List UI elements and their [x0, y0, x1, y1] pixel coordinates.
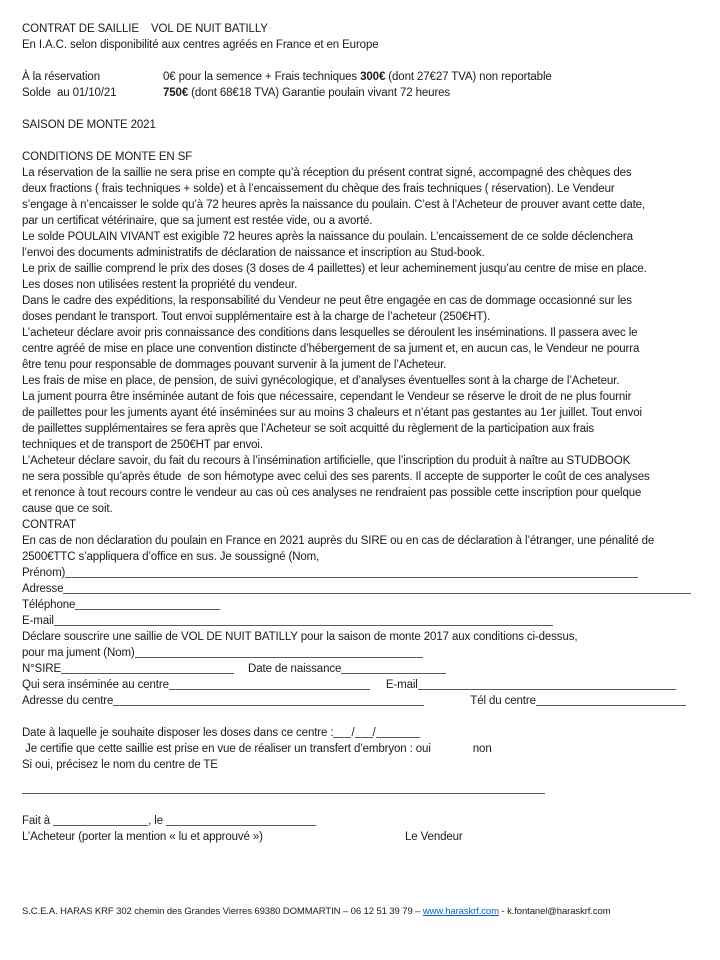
text-segment: 0€ pour la semence + Frais techniques: [163, 71, 361, 83]
blank-field[interactable]: [22, 783, 545, 794]
solde-line: [22, 85, 704, 101]
blank-field[interactable]: [75, 599, 220, 610]
text-segment: ne sera possible qu’après étude de son hémotype avec celui des ses parents. Il accepte de supporter le coût de ces analyses: [22, 471, 650, 483]
text-segment: Fait à: [22, 815, 54, 827]
text-segment: de paillettes supplémentaires se fera après que l’Acheteur se soit acquitté du règlement de la participation aux frais: [22, 423, 595, 435]
text-segment: , le: [148, 815, 167, 827]
doc-line: [22, 501, 704, 517]
doc-title: [22, 21, 704, 37]
doc-line: [22, 549, 704, 565]
doc-line: [22, 421, 704, 437]
field-centre-adresse-tel: [22, 693, 704, 709]
text-segment: L’Acheteur (porter la mention « lu et approuvé »): [22, 831, 263, 843]
text-segment: être tenu pour responsable de dommages pouvant survenir à la jument de l’Acheteur.: [22, 359, 447, 371]
blank-field[interactable]: [113, 695, 424, 706]
doc-line: [22, 469, 704, 485]
signature-date-line: [22, 813, 704, 829]
season-heading: [22, 117, 704, 133]
text-segment: CONDITIONS DE MONTE EN SF: [22, 151, 193, 163]
text-segment: deux fractions ( frais techniques + solde) et à l’encaissement du chèque des frais techniques ( réservation). Le Vendeur: [22, 183, 615, 195]
text-segment: (dont 27€27 TVA) non reportable: [385, 71, 552, 83]
text-segment: Prénom): [22, 567, 66, 579]
doc-line: [22, 277, 704, 293]
text-segment: Téléphone: [22, 599, 76, 611]
text-segment: Tél du centre: [470, 695, 536, 707]
doc-line: [22, 245, 704, 261]
amount-bold: 750€: [163, 87, 189, 99]
text-segment: La jument pourra être inséminée autant de fois que nécessaire, cependant le Vendeur se réserve le droit de ne plus fournir: [22, 391, 632, 403]
text-segment: CONTRAT: [22, 519, 76, 531]
text-segment: CONTRAT DE SAILLIE: [22, 23, 139, 35]
website-link[interactable]: www.haraskrf.com: [422, 906, 499, 917]
transfert-embryon-line: [22, 741, 704, 757]
field-email: [22, 613, 704, 629]
text-segment: E-mail: [22, 615, 54, 627]
field-adresse: [22, 581, 704, 597]
blank-line: [22, 55, 25, 67]
doc-line: [22, 757, 704, 773]
field-centre-email: [22, 677, 704, 693]
doc-line: [22, 293, 704, 309]
text-segment: S.C.E.A. HARAS KRF 302 chemin des Grandes Vierres 69380 DOMMARTIN – 06 12 51 39 79 –: [22, 906, 423, 917]
blank-field[interactable]: [61, 663, 234, 674]
conditions-heading: [22, 149, 704, 165]
text-segment: Les doses non utilisées restent la propriété du vendeur.: [22, 279, 298, 291]
text-segment: E-mail: [385, 679, 418, 691]
text-segment: pour ma jument (Nom): [22, 647, 135, 659]
blank-field[interactable]: [63, 583, 691, 594]
doc-line: [22, 325, 704, 341]
text-segment: Qui sera inséminée au centre: [22, 679, 169, 691]
text-segment: N°SIRE: [22, 663, 62, 675]
field-prenom: [22, 565, 704, 581]
text-segment: En cas de non déclaration du poulain en France en 2021 auprès du SIRE ou en cas de déclaration à l’étranger, une pénalité de: [22, 535, 655, 547]
text-segment: centre agréé de mise en place une convention distincte d’hébergement de sa jument et, en aucun cas, le Vendeur ne pourra: [22, 343, 640, 355]
field-sire-naissance: [22, 661, 704, 677]
text-segment: L’Acheteur déclare savoir, du fait du recours à l’insémination artificielle, que l’inscription du produit à naître au STUDBOOK: [22, 455, 631, 467]
text-segment: - k.fontanel@haraskrf.com: [498, 906, 611, 917]
blank-field[interactable]: [166, 815, 316, 826]
text-segment: Solde au 01/10/21: [22, 87, 117, 99]
text-segment: Le prix de saillie comprend le prix des doses (3 doses de 4 paillettes) et leur acheminement jusqu’au centre de mise en place.: [22, 263, 647, 275]
blank-line: [22, 799, 25, 811]
text-segment: Le Vendeur: [405, 831, 463, 843]
text-segment: Adresse du centre: [22, 695, 114, 707]
blank-field[interactable]: [418, 679, 676, 690]
signature-parties-line: [22, 829, 704, 845]
doc-line: [22, 261, 704, 277]
contract-body: [22, 21, 704, 845]
blank-field[interactable]: [54, 615, 553, 626]
doc-line: [22, 101, 704, 117]
doc-line: [22, 133, 704, 149]
text-segment: VOL DE NUIT BATILLY: [151, 23, 268, 35]
field-centre-te: [22, 781, 704, 797]
doc-line: [22, 437, 704, 453]
blank-field[interactable]: [355, 727, 373, 738]
text-segment: En I.A.C. selon disponibilité aux centres agréés en France et en Europe: [22, 39, 379, 51]
text-segment: /: [372, 727, 376, 739]
text-segment: Date de naissance: [248, 663, 342, 675]
blank-field[interactable]: [135, 647, 423, 658]
blank-field[interactable]: [65, 567, 638, 578]
doc-line: [22, 213, 704, 229]
text-segment: l’envoi des documents administratifs de déclaration de naissance et inscription au Stud-book.: [22, 247, 485, 259]
field-telephone: [22, 597, 704, 613]
doc-line: [22, 341, 704, 357]
blank-field[interactable]: [333, 727, 351, 738]
text-segment: Déclare souscrire une saillie de VOL DE NUIT BATILLY pour la saison de monte 2017 aux conditions ci-dessus,: [22, 631, 578, 643]
reservation-line: [22, 69, 704, 85]
doc-line: [22, 533, 704, 549]
field-date-doses: [22, 725, 704, 741]
doc-line: [22, 629, 704, 645]
doc-line: [22, 53, 704, 69]
blank-line: [22, 135, 25, 147]
text-segment: s’engage à n’encaisser le solde qu’à 72 heures après la naissance du poulain. C’est à l’Acheteur de prouver avant cette date,: [22, 199, 646, 211]
text-segment: SAISON DE MONTE 2021: [22, 119, 156, 131]
text-segment: non: [472, 743, 492, 755]
doc-subtitle: [22, 37, 704, 53]
text-segment: Adresse: [22, 583, 64, 595]
doc-line: [22, 485, 704, 501]
field-jument-nom: [22, 645, 704, 661]
page-footer: [22, 906, 611, 917]
doc-line: [22, 229, 704, 245]
blank-field[interactable]: [53, 815, 148, 826]
doc-line: [22, 389, 704, 405]
doc-line: [22, 197, 704, 213]
blank-field[interactable]: [169, 679, 370, 690]
text-segment: Si oui, précisez le nom du centre de TE: [22, 759, 218, 771]
doc-line: [22, 165, 704, 181]
text-segment: Date à laquelle je souhaite disposer les doses dans ce centre :: [22, 727, 334, 739]
text-segment: La réservation de la saillie ne sera prise en compte qu’à réception du présent contrat signé, accompagné des chèques des: [22, 167, 632, 179]
blank-line: [22, 711, 25, 723]
text-segment: et renonce à tout recours contre le vendeur au cas où ces analyses ne rendraient pas possible cette inscription pour quelque: [22, 487, 642, 499]
text-segment: par un certificat vétérinaire, que sa jument est restée vide, ou a avorté.: [22, 215, 373, 227]
text-segment: techniques et de transport de 250€HT par envoi.: [22, 439, 263, 451]
amount-bold: 300€: [360, 71, 386, 83]
doc-line: [22, 709, 704, 725]
text-segment: Les frais de mise en place, de pension, de suivi gynécologique, et d’analyses éventuelles sont à la charge de l’Acheteur.: [22, 375, 620, 387]
text-segment: 2500€TTC s’appliquera d’office en sus. Je soussigné (Nom,: [22, 551, 320, 563]
blank-line: [22, 103, 25, 115]
text-segment: Dans le cadre des expéditions, la responsabilité du Vendeur ne peut être engagée en cas de dommage occasionné sur les: [22, 295, 632, 307]
doc-line: [22, 309, 704, 325]
doc-line: [22, 357, 704, 373]
text-segment: /: [351, 727, 355, 739]
text-segment: Le solde POULAIN VIVANT est exigible 72 heures après la naissance du poulain. L’encaissement de ce solde déclenchera: [22, 231, 633, 243]
doc-line: [22, 405, 704, 421]
text-segment: Je certifie que cette saillie est prise en vue de réaliser un transfert d’embryon : oui: [22, 743, 431, 755]
text-segment: (dont 68€18 TVA) Garantie poulain vivant 72 heures: [188, 87, 451, 99]
text-segment: doses pendant le transport. Tout envoi supplémentaire est à la charge de l’acheteur (250€HT).: [22, 311, 491, 323]
text-segment: cause que ce soit.: [22, 503, 113, 515]
blank-field[interactable]: [376, 727, 420, 738]
doc-line: [22, 453, 704, 469]
text-segment: de paillettes pour les juments ayant été inséminées sur au moins 3 chaleurs et n’étant pas gestantes au 1er juillet. Tout envoi: [22, 407, 642, 419]
doc-line: [22, 181, 704, 197]
contract-heading: [22, 517, 704, 533]
blank-field[interactable]: [536, 695, 686, 706]
doc-line: [22, 797, 704, 813]
text-segment: L’acheteur déclare avoir pris connaissance des conditions dans lesquelles se déroulent les inséminations. Il passera avec le: [22, 327, 638, 339]
text-segment: À la réservation: [22, 71, 100, 83]
doc-line: [22, 373, 704, 389]
blank-field[interactable]: [341, 663, 446, 674]
